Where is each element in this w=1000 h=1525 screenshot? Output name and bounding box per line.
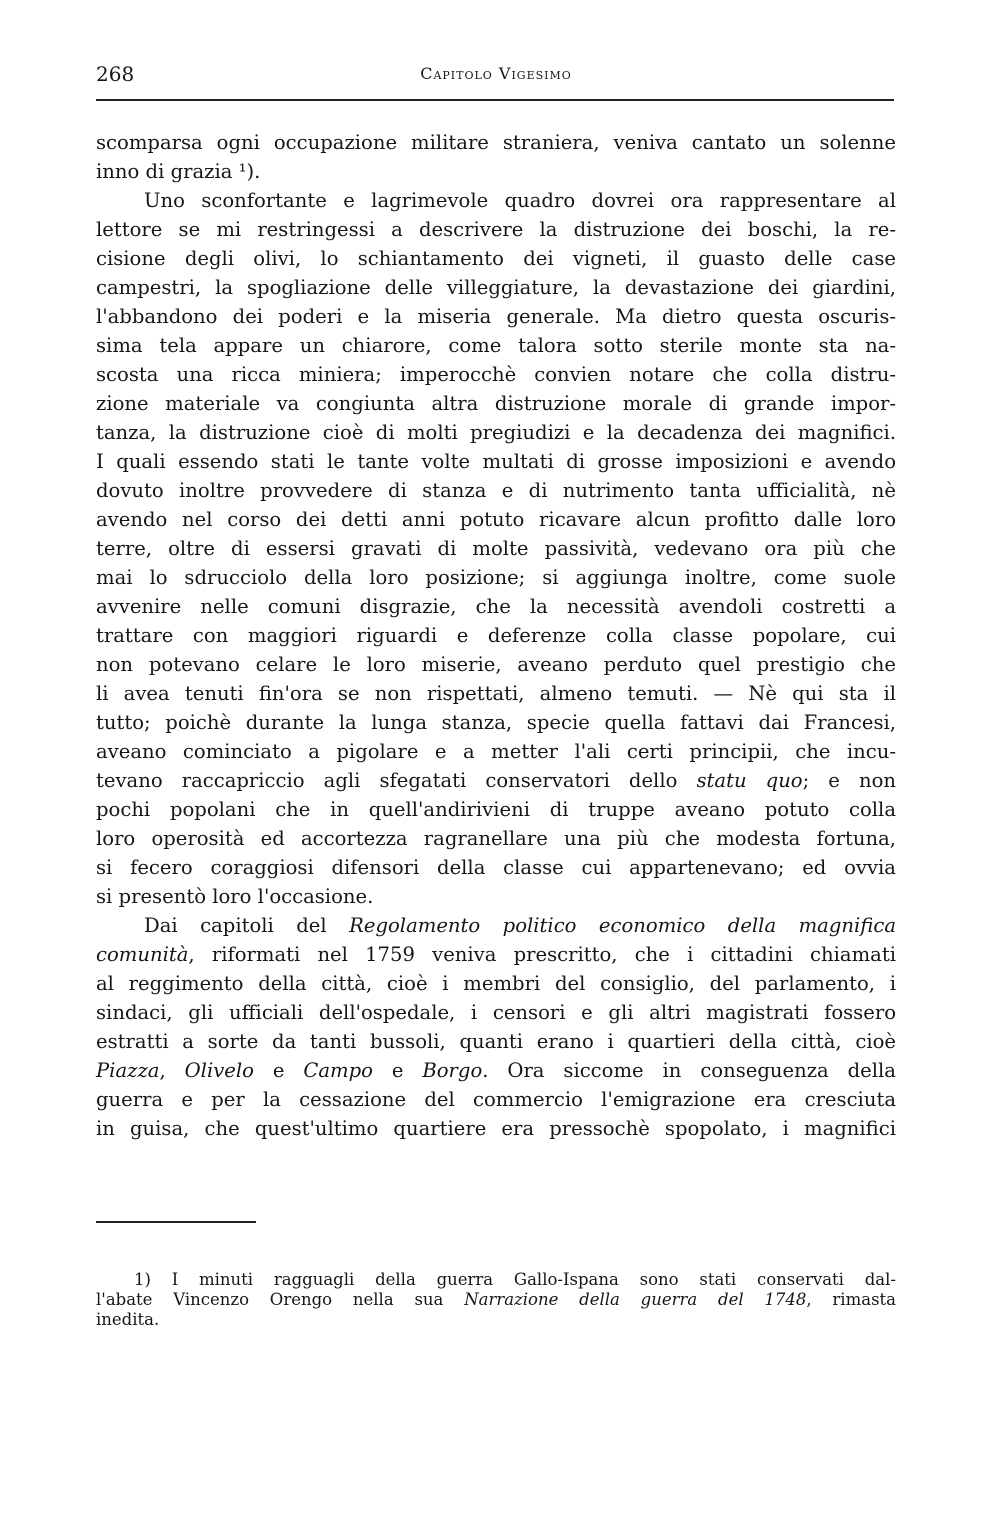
text-line: pochi popolani che in quell'andirivieni di truppe aveano potuto colla [96, 798, 896, 821]
text-line: loro operosità ed accortezza ragranellare una più che modesta fortuna, [96, 827, 896, 850]
text-line: campestri, la spogliazione delle villeggiature, la devastazione dei giardini, [96, 276, 896, 299]
text-line: tanza, la distruzione cioè di molti pregiudizi e la decadenza dei magnifici. [96, 421, 896, 444]
footnote [96, 1270, 897, 1330]
text-line: li avea tenuti fin'ora se non rispettati, almeno temuti. — Nè qui sta il [96, 682, 896, 705]
italic-run: Narrazione della guerra del 1748 [464, 1290, 807, 1309]
text-line: tutto; poichè durante la lunga stanza, specie quella fattavi dai Francesi, [96, 711, 896, 734]
italic-run: Campo [303, 1059, 373, 1082]
text-line: si fecero coraggiosi difensori della classe cui appartenevano; ed ovvia [96, 856, 896, 879]
text-line [96, 940, 896, 969]
text-line: l'abbandono dei poderi e la miseria generale. Ma dietro questa oscuris- [96, 305, 896, 328]
text-line: aveano cominciato a pigolare e a metter l'ali certi principii, che incu- [96, 740, 896, 763]
italic-run: Piazza [96, 1059, 160, 1082]
text-run: l'abate Vincenzo Orengo nella sua [96, 1290, 444, 1309]
text-line: scosta una ricca miniera; imperocchè convien notare che colla distru- [96, 363, 896, 386]
text-run: . Ora siccome in conseguenza della [482, 1059, 896, 1082]
text-line: terre, oltre di essersi gravati di molte passività, vedevano ora più che [96, 537, 896, 560]
body-text [96, 128, 896, 1143]
text-line: estratti a sorte da tanti bussoli, quanti erano i quartieri della città, cioè [96, 1030, 896, 1053]
paragraph-start [96, 911, 896, 940]
text-line: I quali essendo stati le tante volte multati di grosse imposizioni e avendo [96, 450, 896, 473]
italic-run: statu quo [696, 769, 803, 792]
text-run: Dai capitoli del [144, 914, 327, 937]
text-line: zione materiale va congiunta altra distruzione morale di grande impor- [96, 392, 896, 415]
text-run: , rimasta [806, 1290, 897, 1309]
italic-run: comunità [96, 943, 189, 966]
text-line: avendo nel corso dei detti anni potuto ricavare alcun profitto dalle loro [96, 508, 896, 531]
footnote-rule [96, 1221, 256, 1223]
text-run: tevano raccapriccio agli sfegatati conservatori dello [96, 769, 678, 792]
text-run: e [253, 1059, 304, 1082]
page-number: 268 [96, 62, 135, 86]
text-line [96, 1056, 896, 1085]
text-line [96, 766, 896, 795]
text-run: e [372, 1059, 423, 1082]
text-line: lettore se mi restringessi a descrivere la distruzione dei boschi, la re- [96, 218, 896, 241]
text-run: ; e non [802, 769, 896, 792]
text-line: non potevano celare le loro miserie, aveano perduto quel prestigio che [96, 653, 896, 676]
running-title: Capitolo Vigesimo [420, 64, 572, 83]
text-line: trattare con maggiori riguardi e deferenze colla classe popolare, cui [96, 624, 896, 647]
paragraph-start: Uno sconfortante e lagrimevole quadro dovrei ora rappresentare al [144, 189, 896, 212]
italic-run: Borgo [422, 1059, 483, 1082]
page-header [96, 62, 896, 96]
text-line: sindaci, gli ufficiali dell'ospedale, i censori e gli altri magistrati fossero [96, 1001, 896, 1024]
text-line: inno di grazia ¹). [96, 160, 261, 183]
footnote-line [96, 1290, 896, 1310]
text-line: al reggimento della città, cioè i membri del consiglio, del parlamento, i [96, 972, 896, 995]
footnote-line: inedita. [96, 1310, 160, 1329]
text-run: , [159, 1059, 185, 1082]
text-line: dovuto inoltre provvedere di stanza e di nutrimento tanta ufficialità, nè [96, 479, 896, 502]
text-line: si presentò loro l'occasione. [96, 885, 374, 908]
text-line: in guisa, che quest'ultimo quartiere era pressochè spopolato, i magnifici [96, 1117, 896, 1140]
text-run: , riformati nel 1759 veniva prescritto, che i cittadini chiamati [188, 943, 896, 966]
footnote-line: 1) I minuti ragguagli della guerra Gallo-Ispana sono stati conservati dal- [134, 1270, 896, 1289]
italic-run: Olivelo [184, 1059, 254, 1082]
text-line: guerra e per la cessazione del commercio l'emigrazione era cresciuta [96, 1088, 896, 1111]
text-line: cisione degli olivi, lo schiantamento dei vigneti, il guasto delle case [96, 247, 896, 270]
text-line: scomparsa ogni occupazione militare straniera, veniva cantato un solenne [96, 131, 896, 154]
italic-run: Regolamento politico economico della magnifica [349, 914, 897, 937]
text-line: sima tela appare un chiarore, come talora sotto sterile monte sta na- [96, 334, 896, 357]
text-line: mai lo sdrucciolo della loro posizione; si aggiunga inoltre, come suole [96, 566, 896, 589]
text-line: avvenire nelle comuni disgrazie, che la necessità avendoli costretti a [96, 595, 896, 618]
header-rule [96, 99, 894, 101]
